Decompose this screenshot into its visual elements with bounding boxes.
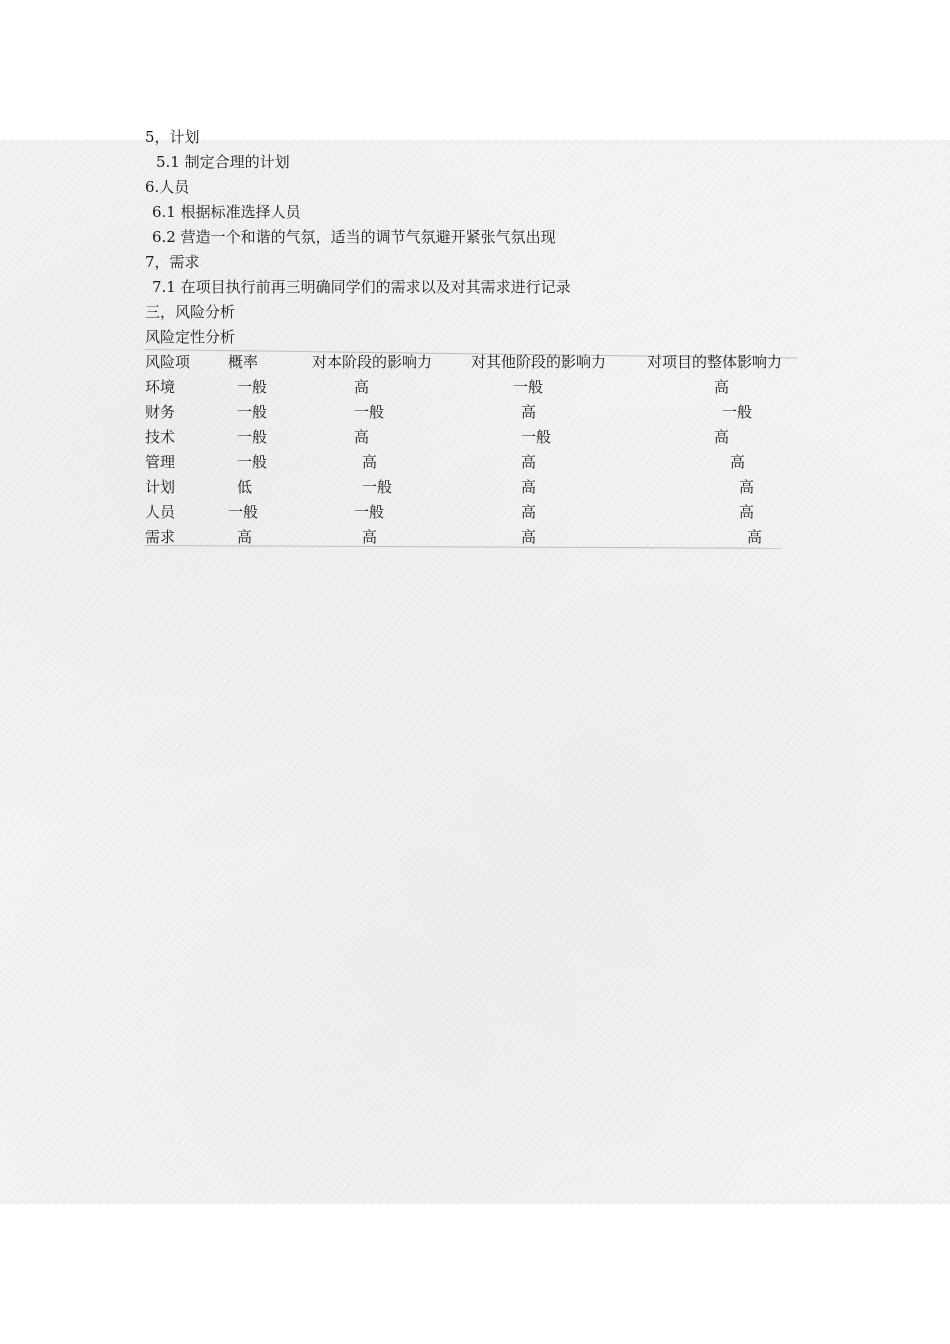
- table-cell: 一般: [722, 403, 753, 421]
- table-cell: 技术: [145, 428, 176, 446]
- table-header-probability: 概率: [228, 353, 259, 371]
- section-risk-analysis: 三，风险分析: [145, 303, 236, 321]
- table-cell: 高: [354, 378, 370, 396]
- table-cell: 高: [739, 503, 755, 521]
- heading-staff: 6.人员: [145, 178, 190, 196]
- table-cell: 高: [714, 428, 730, 446]
- item-requirements-1: 7.1 在项目执行前再三明确同学们的需求以及对其需求进行记录: [152, 278, 571, 296]
- table-cell: 一般: [237, 403, 268, 421]
- table-cell: 一般: [228, 503, 259, 521]
- table-cell: 财务: [145, 403, 176, 421]
- table-cell: 一般: [354, 503, 385, 521]
- table-cell: 一般: [521, 428, 552, 446]
- table-header-risk-item: 风险项: [145, 353, 191, 371]
- heading-requirements: 7，需求: [145, 253, 200, 271]
- table-cell: 一般: [237, 428, 268, 446]
- table-cell: 一般: [513, 378, 544, 396]
- table-cell: 一般: [362, 478, 393, 496]
- table-cell: 高: [739, 478, 755, 496]
- table-cell: 管理: [145, 453, 176, 471]
- table-cell: 低: [237, 478, 253, 496]
- table-cell: 一般: [237, 453, 268, 471]
- table-cell: 环境: [145, 378, 176, 396]
- subsection-qualitative-analysis: 风险定性分析: [145, 328, 236, 346]
- item-plan-1: 5.1 制定合理的计划: [156, 153, 290, 171]
- table-header-current-stage-impact: 对本阶段的影响力: [312, 353, 433, 371]
- item-staff-2: 6.2 营造一个和谐的气氛，适当的调节气氛避开紧张气氛出现: [152, 228, 556, 246]
- table-cell: 高: [521, 503, 537, 521]
- table-cell: 高: [521, 478, 537, 496]
- table-cell: 一般: [237, 378, 268, 396]
- table-header-overall-impact: 对项目的整体影响力: [647, 353, 783, 371]
- table-cell: 高: [521, 453, 537, 471]
- table-cell: 一般: [354, 403, 385, 421]
- table-cell: 计划: [145, 478, 176, 496]
- table-cell: 高: [521, 403, 537, 421]
- table-cell: 高: [362, 453, 378, 471]
- table-cell: 人员: [145, 503, 176, 521]
- heading-plan: 5，计划: [145, 128, 200, 146]
- item-staff-1: 6.1 根据标准选择人员: [152, 203, 301, 221]
- table-cell: 高: [730, 453, 746, 471]
- table-cell: 高: [747, 528, 763, 546]
- table-cell: 高: [362, 528, 378, 546]
- table-header-other-stage-impact: 对其他阶段的影响力: [471, 353, 607, 371]
- table-cell: 高: [354, 428, 370, 446]
- paper-background: [0, 140, 950, 1204]
- table-cell: 高: [237, 528, 253, 546]
- table-cell: 高: [714, 378, 730, 396]
- table-cell: 高: [521, 528, 537, 546]
- table-cell: 需求: [145, 528, 176, 546]
